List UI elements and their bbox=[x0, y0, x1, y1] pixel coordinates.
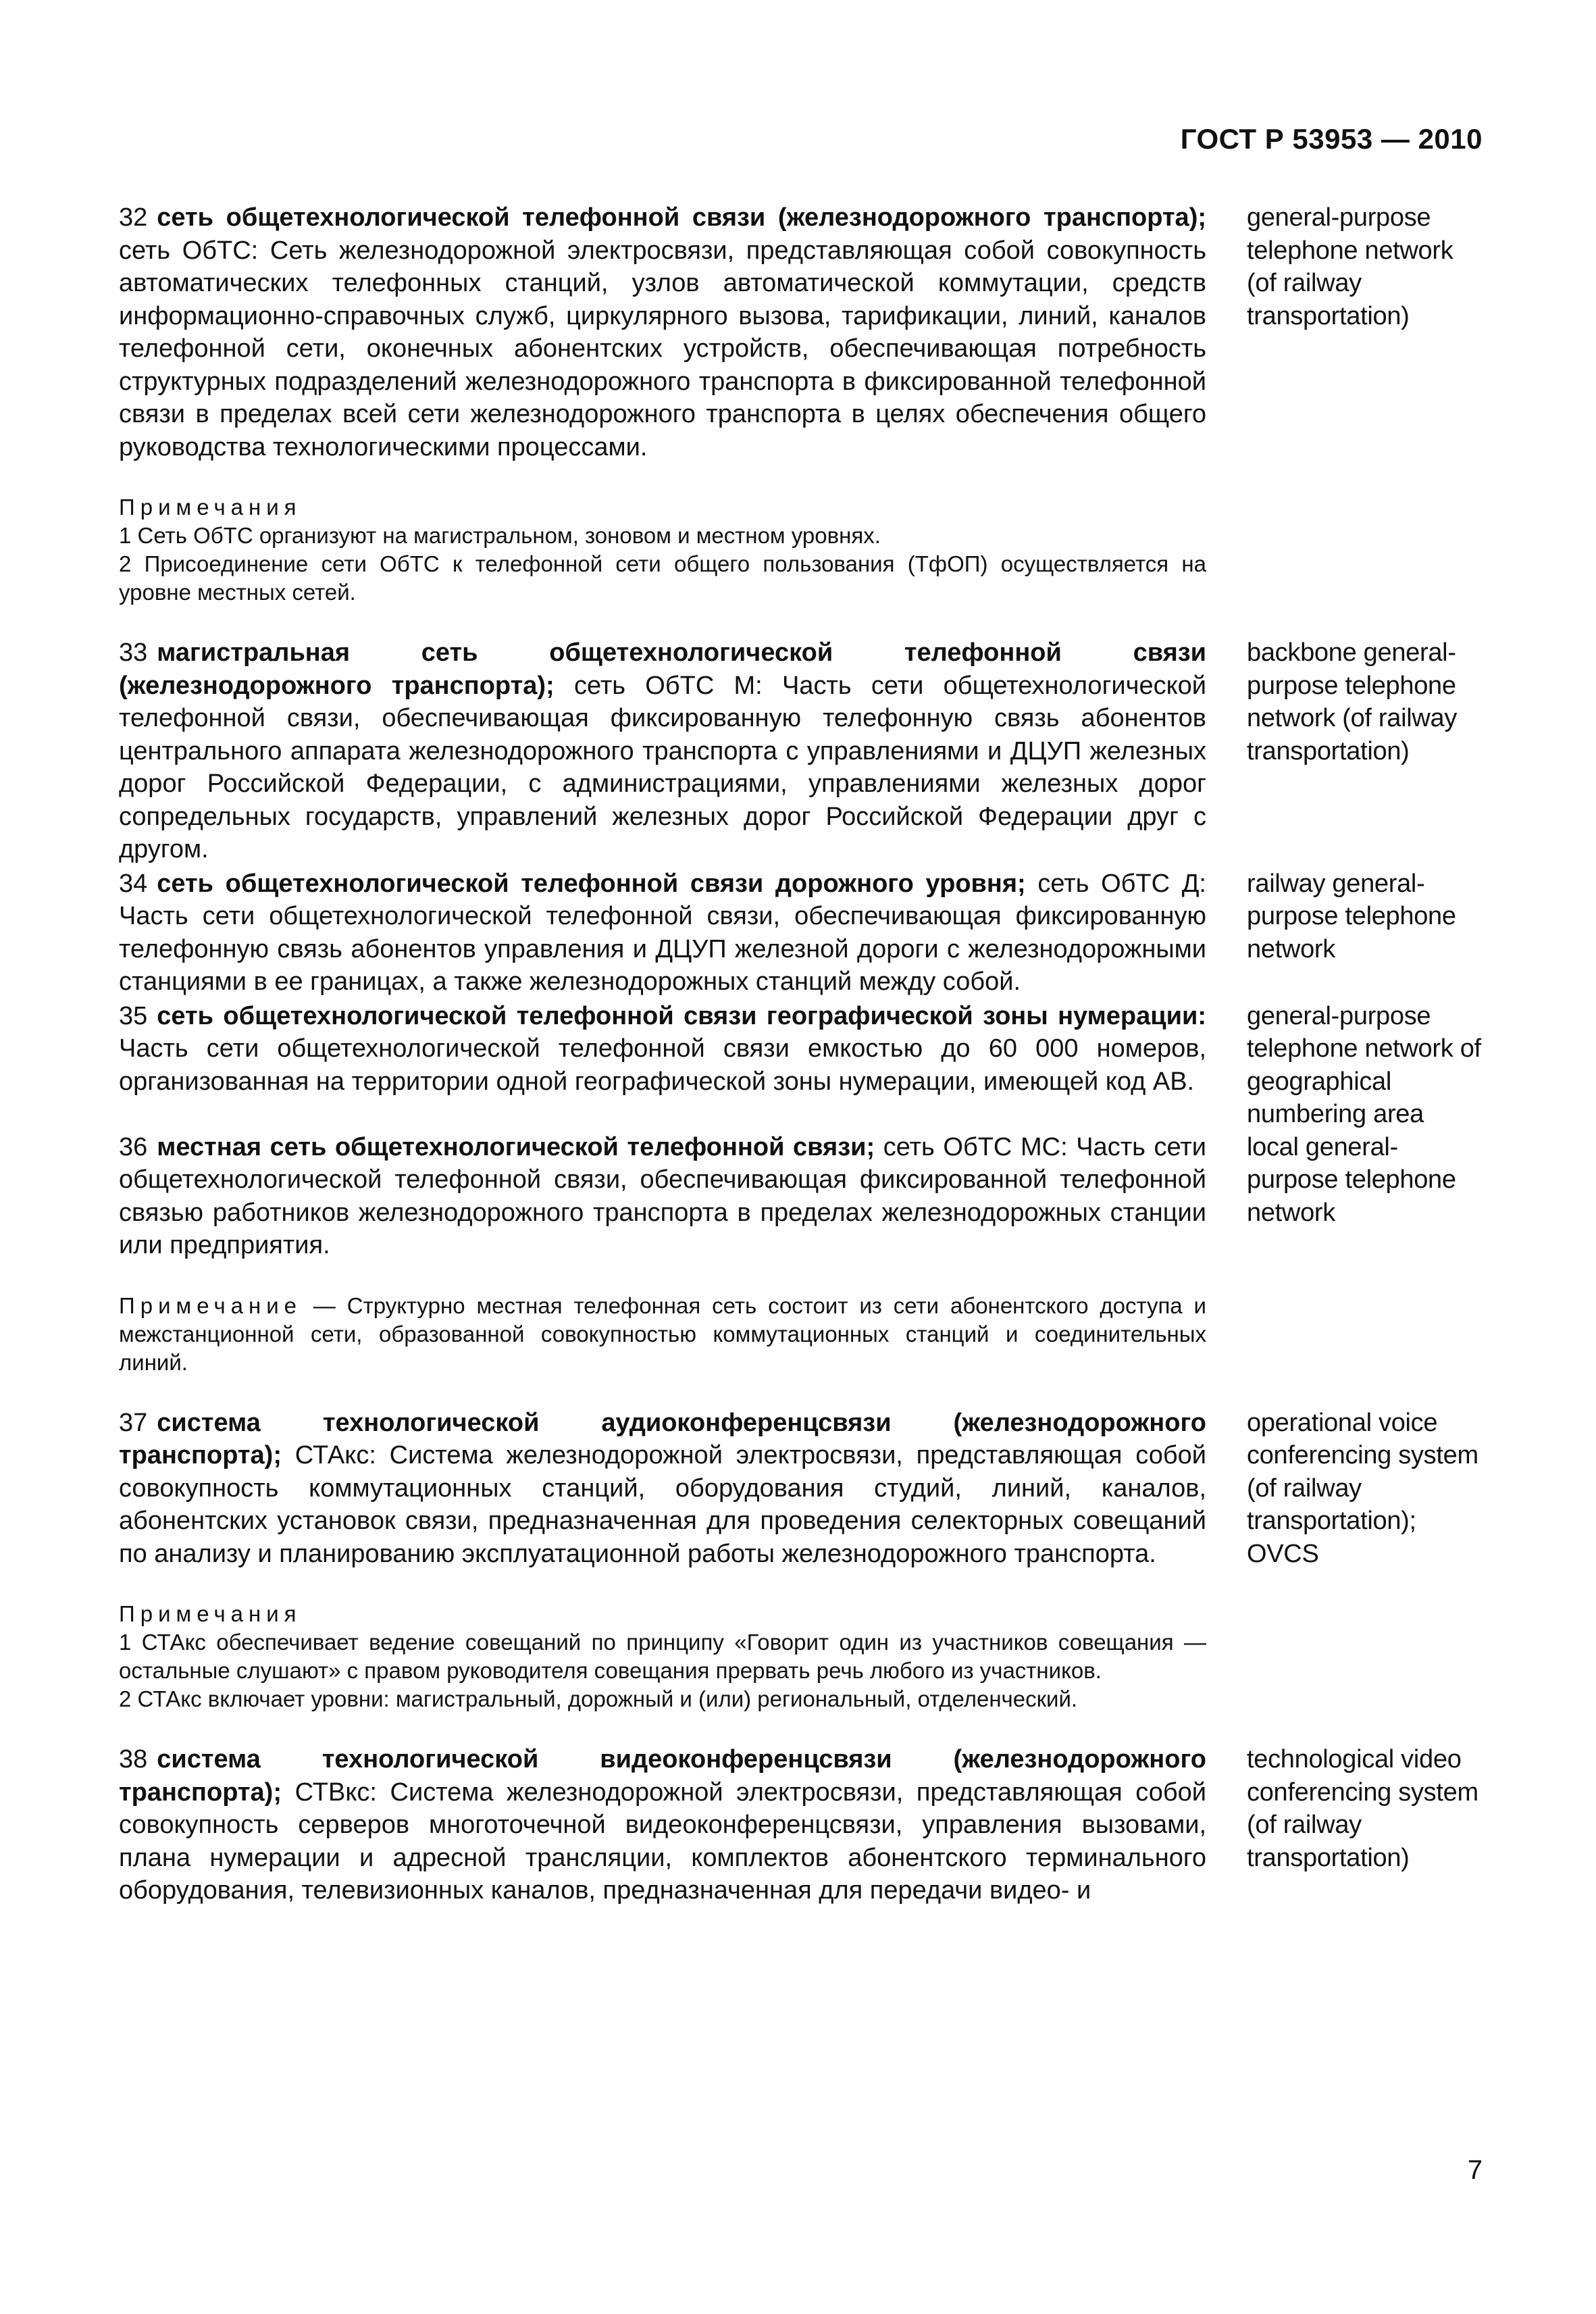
term-english: railway general-purpose telephone network bbox=[1247, 869, 1456, 963]
term-entry-32 bbox=[119, 201, 1483, 463]
term-number: 33 bbox=[119, 638, 148, 667]
term-english: backbone general-purpose telephone network (of railway transportation) bbox=[1247, 638, 1458, 765]
term-number: 38 bbox=[119, 1745, 148, 1774]
document-body bbox=[119, 201, 1483, 1907]
term-english: local general-purpose telephone network bbox=[1247, 1132, 1456, 1227]
term-name: сеть общетехнологической телефонной связи дорожного уровня; bbox=[157, 869, 1026, 898]
term-english: general-purpose telephone network (of railway transportation) bbox=[1247, 203, 1453, 330]
term-entry-37 bbox=[119, 1407, 1483, 1571]
term-entry-36 bbox=[119, 1131, 1483, 1262]
term-name: местная сеть общетехнологической телефонной связи; bbox=[157, 1132, 875, 1161]
note-item: 1 Сеть ОбТС организуют на магистральном, зоновом и местном уровнях. bbox=[119, 523, 881, 548]
note-heading: Примечания bbox=[119, 495, 302, 520]
term-definition: сеть ОбТС Д: Часть сети общетехнологической телефонной связи, обеспечивающая фиксированную телефонную связь абонентов управления и ДЦУП железной дороги с железнодорожными станциями в ее границах, а также железнодорожных станций между собой. bbox=[119, 869, 1206, 996]
term-entry-33 bbox=[119, 636, 1483, 866]
term-entry-35 bbox=[119, 1000, 1483, 1131]
document-header: ГОСТ Р 53953 — 2010 bbox=[1180, 123, 1483, 155]
term-definition: СТВкс: Система железнодорожной электросвязи, представляющая собой совокупность серверов многоточечной видеоконференцсвязи, управления вызовами, плана нумерации и адресной трансляции, комплектов абонентского терминального оборудования, телевизионных каналов, предназначенная для передачи видео- и bbox=[119, 1778, 1206, 1905]
note-block-32 bbox=[119, 493, 1206, 607]
note-block-37 bbox=[119, 1600, 1206, 1713]
term-definition: сеть ОбТС М: Часть сети общетехнологической телефонной связи, обеспечивающая фиксированную телефонную связь абонентов центрального аппарата железнодорожного транспорта с управлениями и ДЦУП железных дорог Российской Федерации, с администрациями, управлениями железных дорог сопредельных государств, управлений железных дорог Российской Федерации друг с другом. bbox=[119, 671, 1207, 863]
term-name: магистральная сеть общетехнологической телефонной связи (железнодорожного транспорта); bbox=[119, 638, 1206, 700]
term-english: general-purpose telephone network of geographical numbering area bbox=[1247, 1001, 1481, 1128]
term-name: сеть общетехнологической телефонной связи (железнодорожного транспорта); bbox=[157, 203, 1206, 232]
term-definition: сеть ОбТС МС: Часть сети общетехнологической телефонной связи, обеспечивающая фиксированной телефонной связью работников железнодорожного транспорта в пределах железнодорожных станции или предприятия. bbox=[119, 1132, 1206, 1259]
term-number: 36 bbox=[119, 1132, 148, 1161]
term-name: система технологической аудиоконференцсвязи (железнодорожного транспорта); bbox=[119, 1408, 1206, 1469]
note-heading: Примечания bbox=[119, 1601, 302, 1626]
term-number: 34 bbox=[119, 869, 148, 898]
term-definition: сеть ОбТС: Сеть железнодорожной электросвязи, представляющая собой совокупность автоматических телефонных станций, узлов автоматической коммутации, средств информационно-справочных служб, циркулярного вызова, тарификации, линий, каналов телефонной сети, оконечных абонентских устройств, обеспечивающая потребность структурных подразделений железнодорожного транспорта в фиксированной телефонной связи в пределах всей сети железнодорожного транспорта в целях обеспечения общего руководства технологическими процессами. bbox=[119, 236, 1206, 461]
note-item: 1 СТАкс обеспечивает ведение совещаний по принципу «Говорит один из участников совещания — остальные слушают» с правом руководителя совещания прервать речь любого из участников. bbox=[119, 1630, 1206, 1683]
term-number: 35 bbox=[119, 1001, 148, 1030]
term-definition: Часть сети общетехнологической телефонной связи емкостью до 60 000 номеров, организованная на территории одной географической зоны нумерации, имеющей код АВ. bbox=[119, 1034, 1206, 1096]
term-name: система технологической видеоконференцсвязи (железнодорожного транспорта); bbox=[119, 1745, 1206, 1807]
note-heading: Примечание bbox=[119, 1292, 303, 1318]
note-item: 2 Присоединение сети ОбТС к телефонной сети общего пользования (ТфОП) осуществляется на уровне местных сетей. bbox=[119, 551, 1206, 605]
term-english: operational voice conferencing system (of railway transportation); OVCS bbox=[1247, 1408, 1478, 1568]
page-number: 7 bbox=[1467, 2155, 1483, 2185]
note-item: 2 СТАкс включает уровни: магистральный, дорожный и (или) региональный, отделенческий. bbox=[119, 1686, 1078, 1711]
term-name: сеть общетехнологической телефонной связи географической зоны нумерации: bbox=[157, 1001, 1206, 1030]
term-definition: СТАкс: Система железнодорожной электросвязи, представляющая собой совокупность коммутационных станций, оборудования студий, линий, каналов, абонентских установок связи, предназначенная для проведения селекторных совещаний по анализу и планированию эксплуатационной работы железнодорожного транспорта. bbox=[119, 1441, 1206, 1568]
term-entry-34 bbox=[119, 867, 1483, 999]
note-text: — Структурно местная телефонная сеть состоит из сети абонентского доступа и межстанционной сети, образованной совокупностью коммутационных станций и соединительных линий. bbox=[119, 1292, 1206, 1375]
note-block-36 bbox=[119, 1292, 1206, 1377]
term-english: technological video conferencing system (of railway transportation) bbox=[1247, 1745, 1478, 1872]
term-number: 32 bbox=[119, 203, 148, 232]
term-entry-38 bbox=[119, 1743, 1483, 1907]
term-number: 37 bbox=[119, 1408, 148, 1437]
